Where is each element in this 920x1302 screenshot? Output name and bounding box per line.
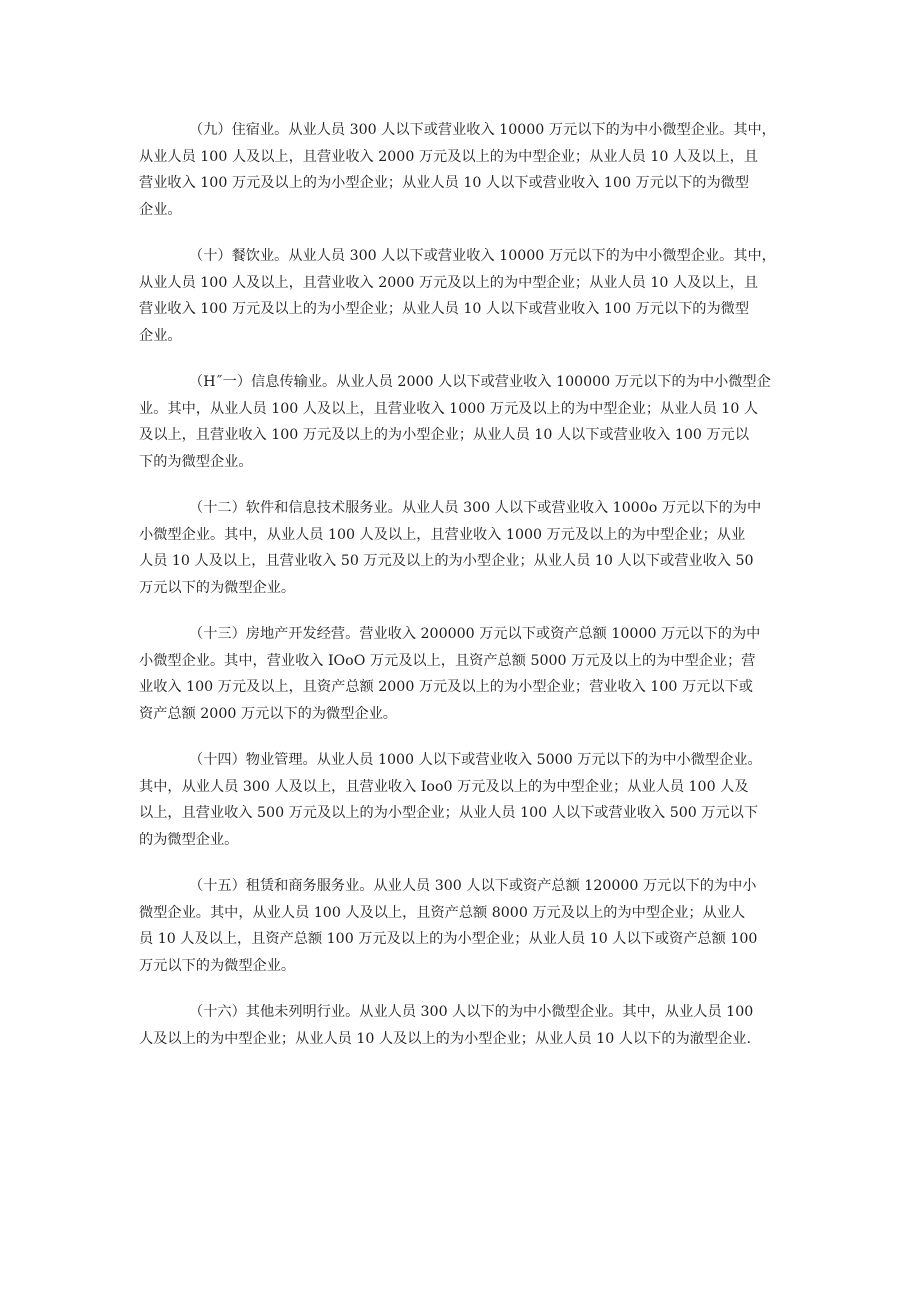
paragraph-line: （十四）物业管理。从业人员 1000 人以下或营业收入 5000 万元以下的为中小微型企业。 xyxy=(189,752,762,768)
paragraph-line: （十六）其他未列明行业。从业人员 300 人以下的为中小微型企业。其中，从业人员 100 xyxy=(189,1004,754,1020)
paragraph-section-10 xyxy=(139,243,789,349)
paragraph-line: 营业收入 100 万元及以上的为小型企业；从业人员 10 人以下或营业收入 100 万元以下的为微型 xyxy=(139,175,750,191)
paragraph-line: 资产总额 2000 万元以下的为微型企业。 xyxy=(139,705,397,722)
paragraph-line: （H˝一）信息传输业。从业人员 2000 人以下或营业收入 100000 万元以下的为中小微型企 xyxy=(189,374,771,390)
paragraph-section-11 xyxy=(139,369,789,475)
paragraph-line: 员 10 人及以上，且资产总额 100 万元及以上的为小型企业；从业人员 10 人以下或资产总额 100 xyxy=(139,931,758,947)
paragraph-line: 万元以下的为微型企业。 xyxy=(139,579,296,596)
paragraph-line: 下的为微型企业。 xyxy=(139,453,253,470)
paragraph-line: （九）住宿业。从业人员 300 人以下或营业收入 10000 万元以下的为中小微型企业。其中， xyxy=(189,122,776,138)
paragraph-line: （十五）租赁和商务服务业。从业人员 300 人以下或资产总额 120000 万元以下的为中小 xyxy=(189,878,757,894)
paragraph-line: 人及以上的为中型企业；从业人员 10 人及以上的为小型企业；从业人员 10 人以下的为澈型企业. xyxy=(139,1030,751,1047)
paragraph-line: 从业人员 100 人及以上，且营业收入 2000 万元及以上的为中型企业；从业人员 10 人及以上，且 xyxy=(139,148,759,165)
paragraph-line: （十）餐饮业。从业人员 300 人以下或营业收入 10000 万元以下的为中小微型企业。其中， xyxy=(189,248,776,264)
paragraph-section-14 xyxy=(139,747,789,853)
paragraph-line: 及以上，且营业收入 100 万元及以上的为小型企业；从业人员 10 人以下或营业收入 100 万元以 xyxy=(139,427,750,443)
paragraph-line: 人员 10 人及以上，且营业收入 50 万元及以上的为小型企业；从业人员 10 人以下或营业收入 50 xyxy=(139,553,754,569)
paragraph-line: 小微型企业。其中，营业收入 IOoO 万元及以上，且资产总额 5000 万元及以上的为中型企业；营 xyxy=(139,652,756,669)
paragraph-line: 微型企业。其中，从业人员 100 人及以上，且资产总额 8000 万元及以上的为中型企业；从业人 xyxy=(139,904,746,921)
document-body xyxy=(139,117,789,1072)
paragraph-line: 企业。 xyxy=(139,201,182,218)
paragraph-line: 业收入 100 万元及以上，且资产总额 2000 万元及以上的为小型企业；营业收入 100 万元以下或 xyxy=(139,679,753,695)
paragraph-line: 业。其中，从业人员 100 人及以上，且营业收入 1000 万元及以上的为中型企业；从业人员 10 人 xyxy=(139,400,759,417)
paragraph-line: 其中，从业人员 300 人及以上，且营业收入 Ioo0 万元及以上的为中型企业；从业人员 100 人及 xyxy=(139,778,749,795)
paragraph-section-9 xyxy=(139,117,789,223)
paragraph-line: 营业收入 100 万元及以上的为小型企业；从业人员 10 人以下或营业收入 100 万元以下的为微型 xyxy=(139,301,750,317)
paragraph-line: 小微型企业。其中，从业人员 100 人及以上，且营业收入 1000 万元及以上的为中型企业；从业 xyxy=(139,526,746,543)
paragraph-line: 的为微型企业。 xyxy=(139,831,239,848)
paragraph-line: （十三）房地产开发经营。营业收入 200000 万元以下或资产总额 10000 万元以下的为中 xyxy=(189,626,761,642)
paragraph-section-13 xyxy=(139,621,789,727)
paragraph-line: 从业人员 100 人及以上，且营业收入 2000 万元及以上的为中型企业；从业人员 10 人及以上，且 xyxy=(139,274,759,291)
paragraph-section-15 xyxy=(139,873,789,979)
paragraph-line: 企业。 xyxy=(139,327,182,344)
paragraph-line: （十二）软件和信息技术服务业。从业人员 300 人以下或营业收入 1000o 万元以下的为中 xyxy=(189,500,762,516)
paragraph-line: 以上，且营业收入 500 万元及以上的为小型企业；从业人员 100 人以下或营业收入 500 万元以下 xyxy=(139,805,759,821)
paragraph-line: 万元以下的为微型企业。 xyxy=(139,957,296,974)
paragraph-section-16 xyxy=(139,999,789,1052)
paragraph-section-12 xyxy=(139,495,789,601)
